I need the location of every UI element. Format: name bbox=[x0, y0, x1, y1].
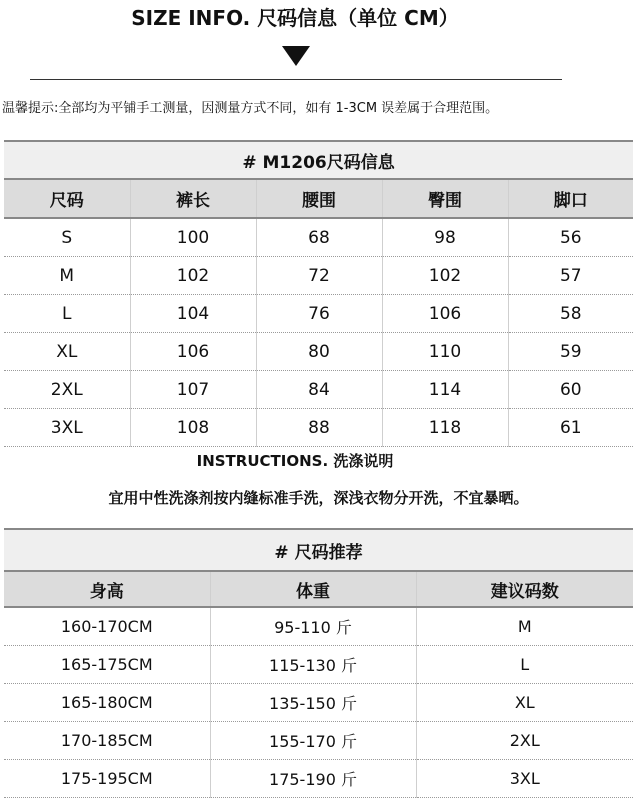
table-row bbox=[4, 333, 633, 371]
rec-table-header: 建议码数 bbox=[416, 571, 633, 607]
rec-table-header: 身高 bbox=[4, 571, 210, 607]
height-cell: 165-180CM bbox=[4, 684, 210, 722]
height-cell: 160-170CM bbox=[4, 607, 210, 646]
waist-cell: 80 bbox=[256, 333, 382, 371]
waist-cell: 88 bbox=[256, 409, 382, 447]
page-title: SIZE INFO. 尺码信息（单位 CM） bbox=[131, 6, 459, 30]
size-table-caption: # M1206尺码信息 bbox=[4, 141, 633, 179]
table-row bbox=[4, 607, 633, 646]
size-cell: S bbox=[4, 218, 130, 257]
waist-cell: 68 bbox=[256, 218, 382, 257]
size-table-header: 裤长 bbox=[130, 179, 256, 218]
hip-cell: 106 bbox=[382, 295, 508, 333]
instructions-title: INSTRUCTIONS. 洗涤说明 bbox=[196, 452, 394, 470]
height-cell: 170-185CM bbox=[4, 722, 210, 760]
waist-cell: 84 bbox=[256, 371, 382, 409]
table-row bbox=[4, 257, 633, 295]
recommended-size-cell: L bbox=[416, 646, 633, 684]
hip-cell: 110 bbox=[382, 333, 508, 371]
divider bbox=[30, 79, 562, 80]
rec-table-caption: # 尺码推荐 bbox=[4, 529, 633, 571]
weight-cell: 95-110 斤 bbox=[210, 607, 416, 646]
waist-cell: 76 bbox=[256, 295, 382, 333]
table-row bbox=[4, 646, 633, 684]
table-row bbox=[4, 684, 633, 722]
hem-cell: 61 bbox=[508, 409, 633, 447]
weight-cell: 135-150 斤 bbox=[210, 684, 416, 722]
table-row bbox=[4, 371, 633, 409]
hem-cell: 59 bbox=[508, 333, 633, 371]
size-table-header: 尺码 bbox=[4, 179, 130, 218]
weight-cell: 115-130 斤 bbox=[210, 646, 416, 684]
length-cell: 106 bbox=[130, 333, 256, 371]
hem-cell: 60 bbox=[508, 371, 633, 409]
height-cell: 165-175CM bbox=[4, 646, 210, 684]
size-info-table bbox=[4, 140, 633, 447]
hem-cell: 56 bbox=[508, 218, 633, 257]
size-table-header: 脚口 bbox=[508, 179, 633, 218]
size-cell: L bbox=[4, 295, 130, 333]
size-recommendation-table bbox=[4, 528, 633, 798]
height-cell: 175-195CM bbox=[4, 760, 210, 798]
waist-cell: 72 bbox=[256, 257, 382, 295]
table-row bbox=[4, 218, 633, 257]
weight-cell: 175-190 斤 bbox=[210, 760, 416, 798]
length-cell: 102 bbox=[130, 257, 256, 295]
recommended-size-cell: M bbox=[416, 607, 633, 646]
recommended-size-cell: 2XL bbox=[416, 722, 633, 760]
length-cell: 100 bbox=[130, 218, 256, 257]
measurement-tip: 温馨提示:全部均为平铺手工测量，因测量方式不同，如有 1-3CM 误差属于合理范围。 bbox=[2, 101, 499, 116]
instructions-text: 宜用中性洗涤剂按内缝标准手洗，深浅衣物分开洗，不宜暴晒。 bbox=[108, 489, 529, 507]
table-row bbox=[4, 722, 633, 760]
table-row bbox=[4, 760, 633, 798]
table-row bbox=[4, 295, 633, 333]
recommended-size-cell: XL bbox=[416, 684, 633, 722]
table-row bbox=[4, 409, 633, 447]
size-cell: 2XL bbox=[4, 371, 130, 409]
hip-cell: 118 bbox=[382, 409, 508, 447]
size-table-header: 腰围 bbox=[256, 179, 382, 218]
size-table-header: 臀围 bbox=[382, 179, 508, 218]
hip-cell: 114 bbox=[382, 371, 508, 409]
hip-cell: 98 bbox=[382, 218, 508, 257]
hem-cell: 57 bbox=[508, 257, 633, 295]
hem-cell: 58 bbox=[508, 295, 633, 333]
size-cell: XL bbox=[4, 333, 130, 371]
hip-cell: 102 bbox=[382, 257, 508, 295]
rec-table-header: 体重 bbox=[210, 571, 416, 607]
length-cell: 104 bbox=[130, 295, 256, 333]
down-arrow-icon bbox=[282, 46, 310, 66]
recommended-size-cell: 3XL bbox=[416, 760, 633, 798]
length-cell: 107 bbox=[130, 371, 256, 409]
weight-cell: 155-170 斤 bbox=[210, 722, 416, 760]
length-cell: 108 bbox=[130, 409, 256, 447]
size-cell: 3XL bbox=[4, 409, 130, 447]
size-cell: M bbox=[4, 257, 130, 295]
